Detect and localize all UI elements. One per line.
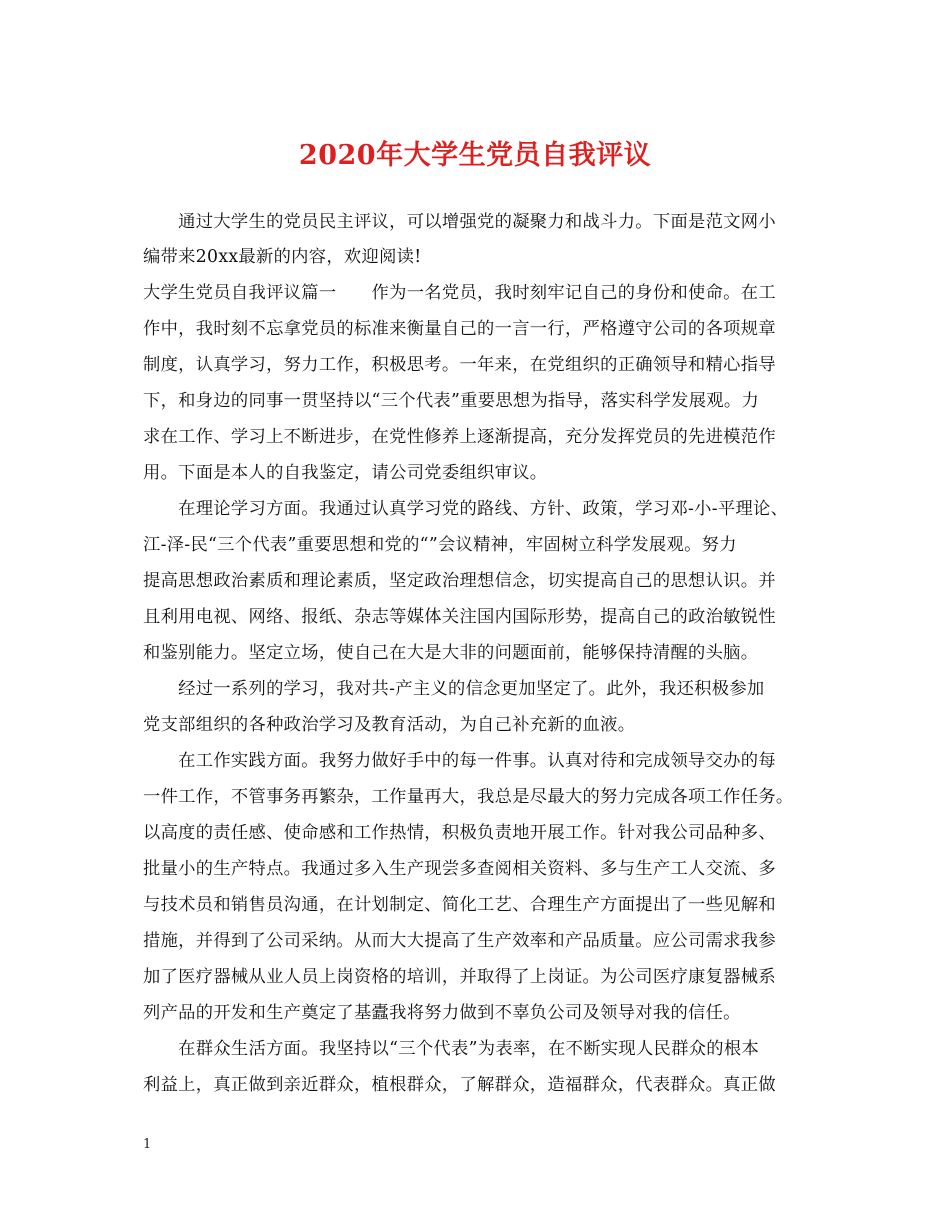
text-line: 在理论学习方面。我通过认真学习党的路线、方针、政策，学习邓-小-平理论、 — [143, 499, 789, 519]
text-line: 作中，我时刻不忘拿党员的标准来衡量自己的一言一行，严格遵守公司的各项规章 — [143, 319, 776, 339]
text-line: 通过大学生的党员民主评议，可以增强党的凝聚力和战斗力。下面是范文网小 — [143, 212, 776, 232]
text-line: 列产品的开发和生产奠定了基蠹我将努力做到不辜负公司及领导对我的信任。 — [143, 1003, 741, 1023]
document-title: 2020年大学生党员自我评议 — [298, 140, 652, 171]
text-line: 党支部组织的各种政治学习及教育活动，为自己补充新的血液。 — [143, 715, 636, 735]
text-line: 大学生党员自我评议篇一 作为一名党员，我时刻牢记自己的身份和使命。在工 — [143, 283, 776, 303]
text-line: 求在工作、学习上不断进步，在党性修养上逐渐提高，充分发挥党员的先进模范作 — [143, 427, 776, 447]
text-line: 与技术员和销售员沟通，在计划制定、简化工艺、合理生产方面提出了一些见解和 — [143, 895, 776, 915]
text-line: 且利用电视、网络、报纸、杂志等媒体关注国内国际形势，提高自己的政治敏锐性 — [143, 607, 776, 627]
text-line: 利益上，真正做到亲近群众，植根群众，了解群众，造福群众，代表群众。真正做 — [143, 1075, 776, 1095]
text-line: 措施，并得到了公司采纳。从而大大提高了生产效率和产品质量。应公司需求我参 — [143, 931, 776, 951]
text-line: 制度，认真学习，努力工作，积极思考。一年来，在党组织的正确领导和精心指导 — [143, 355, 776, 375]
text-line: 和鉴别能力。坚定立场，使自己在大是大非的问题面前，能够保持清醒的头脑。 — [143, 643, 759, 663]
text-line: 加了医疗器械从业人员上岗资格的培训，并取得了上岗证。为公司医疗康复器械系 — [143, 967, 776, 987]
text-line: 下，和身边的同事一贯坚持以“三个代表”重要思想为指导，落实科学发展观。力 — [143, 391, 760, 411]
text-line: 在工作实践方面。我努力做好手中的每一件事。认真对待和完成领导交办的每 — [143, 751, 776, 771]
text-line: 江-泽-民“三个代表”重要思想和党的“”会议精神，牢固树立科学发展观。努力 — [143, 535, 737, 555]
text-line: 用。下面是本人的自我鉴定，请公司党委组织审议。 — [143, 463, 548, 483]
page-number: 1 — [143, 1137, 152, 1152]
text-line: 在群众生活方面。我坚持以“三个代表”为表率，在不断实现人民群众的根本 — [143, 1039, 760, 1059]
text-line: 编带来20xx最新的内容，欢迎阅读! — [143, 247, 422, 267]
text-line: 经过一系列的学习，我对共-产主义的信念更加坚定了。此外，我还积极参加 — [143, 679, 765, 699]
text-line: 一件工作，不管事务再繁杂，工作量再大，我总是尽最大的努力完成各项工作任务。 — [143, 787, 794, 807]
text-line: 以高度的责任感、使命感和工作热情，积极负责地开展工作。针对我公司品种多、 — [143, 823, 776, 843]
text-line: 提高思想政治素质和理论素质，坚定政治理想信念，切实提高自己的思想认识。并 — [143, 571, 776, 591]
text-line: 批量小的生产特点。我通过多入生产现尝多查阅相关资料、多与生产工人交流、多 — [143, 859, 776, 879]
